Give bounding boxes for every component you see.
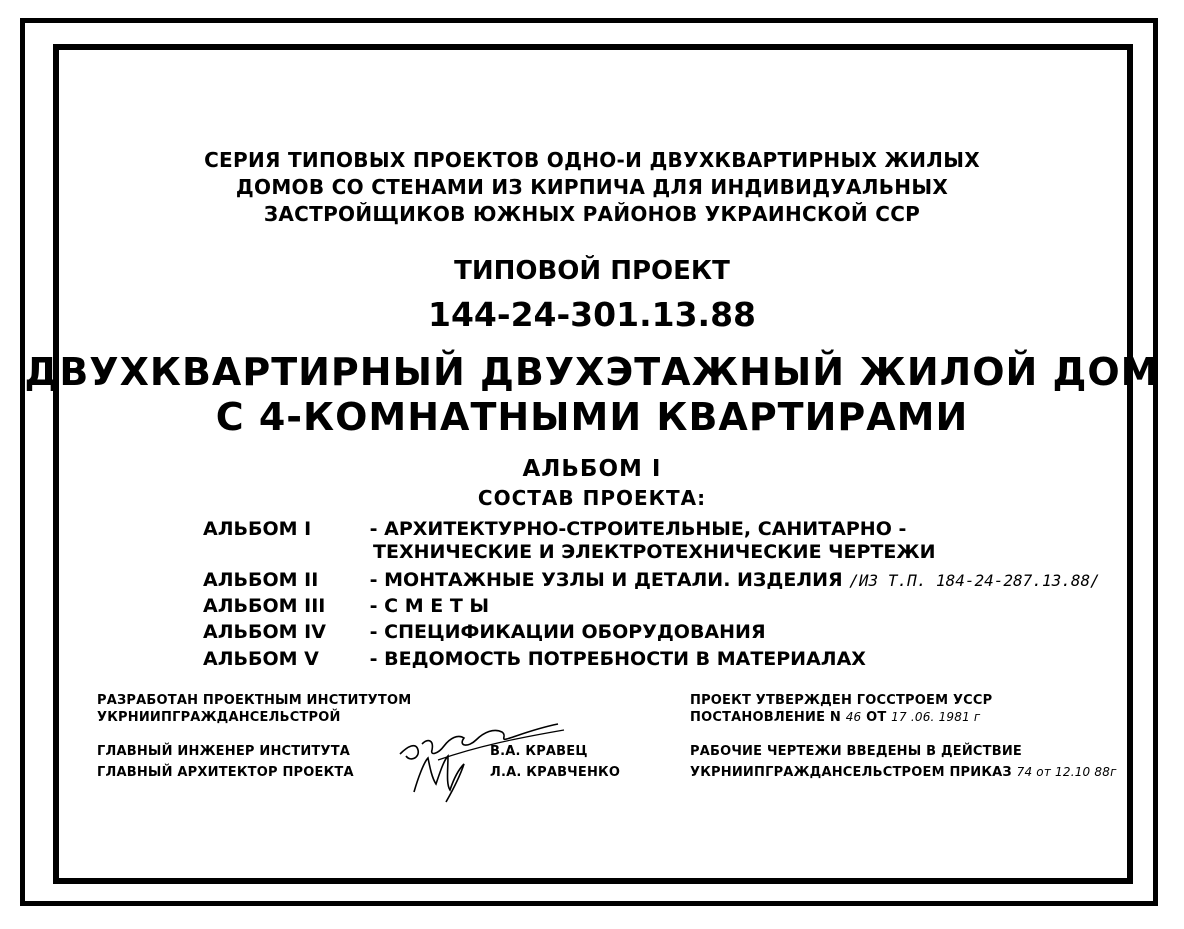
album-row-4: [203, 623, 766, 642]
album-dash: -: [369, 648, 378, 670]
album-desc: СПЕЦИФИКАЦИИ ОБОРУДОВАНИЯ: [384, 621, 766, 643]
developed-by-line-2: УКРНИИПГРАЖДАНСЕЛЬСТРОЙ: [97, 710, 341, 725]
album-row-1: [203, 520, 906, 539]
drawings-line-1: РАБОЧИЕ ЧЕРТЕЖИ ВВЕДЕНЫ В ДЕЙСТВИЕ: [690, 744, 1023, 759]
chief-engineer-name: В.А. КРАВЕЦ: [490, 744, 588, 759]
album-desc: ВЕДОМОСТЬ ПОТРЕБНОСТИ В МАТЕРИАЛАХ: [384, 648, 866, 670]
album-name: АЛЬБОМ II: [203, 569, 319, 591]
album-name: АЛЬБОМ I: [203, 518, 312, 540]
project-number: 144-24-301.13.88: [427, 295, 756, 334]
album-dash: -: [369, 518, 378, 540]
approved-decree-from: ОТ: [866, 710, 887, 725]
album-desc: АРХИТЕКТУРНО-СТРОИТЕЛЬНЫЕ, САНИТАРНО -: [384, 518, 907, 540]
drawings-order-text: УКРНИИПГРАЖДАНСЕЛЬСТРОЕМ ПРИКАЗ: [690, 765, 1012, 780]
album-heading: АЛЬБОМ I: [522, 456, 662, 482]
project-label: ТИПОВОЙ ПРОЕКТ: [454, 256, 730, 286]
album-name: АЛЬБОМ III: [203, 595, 326, 617]
developed-by-line-1: РАЗРАБОТАН ПРОЕКТНЫМ ИНСТИТУТОМ: [97, 693, 412, 708]
chief-architect-name: Л.А. КРАВЧЕНКО: [490, 765, 621, 780]
signature-architect-icon: [410, 748, 470, 804]
album-dash: -: [369, 621, 378, 643]
album-desc: С М Е Т Ы: [384, 595, 490, 617]
series-line-2: ДОМОВ СО СТЕНАМИ ИЗ КИРПИЧА ДЛЯ ИНДИВИДУАЛЬНЫХ: [235, 175, 949, 199]
approved-decree-date: 17 .06. 1981 г: [891, 710, 981, 724]
album-desc: МОНТАЖНЫЕ УЗЛЫ И ДЕТАЛИ. ИЗДЕЛИЯ: [384, 569, 843, 591]
approved-line-1: ПРОЕКТ УТВЕРЖДЕН ГОССТРОЕМ УССР: [690, 693, 993, 708]
album-note-handwritten: /ИЗ Т.П. 184-24-287.13.88/: [849, 571, 1100, 590]
series-line-3: ЗАСТРОЙЩИКОВ ЮЖНЫХ РАЙОНОВ УКРАИНСКОЙ ССР: [263, 202, 921, 226]
drawings-line-2: [690, 766, 1117, 779]
approved-line-2: [690, 711, 980, 724]
chief-engineer-role: ГЛАВНЫЙ ИНЖЕНЕР ИНСТИТУТА: [97, 744, 351, 759]
album-row-3: [203, 597, 489, 616]
composition-heading: СОСТАВ ПРОЕКТА:: [477, 486, 707, 510]
album-name: АЛЬБОМ V: [203, 648, 319, 670]
album-name: АЛЬБОМ IV: [203, 621, 326, 643]
album-dash: -: [369, 595, 378, 617]
album-row-5: [203, 650, 866, 669]
approved-decree-number: 46: [845, 710, 862, 724]
album-dash: -: [369, 569, 378, 591]
approved-decree-prefix: ПОСТАНОВЛЕНИЕ N: [690, 710, 841, 725]
title-line-1: ДВУХКВАРТИРНЫЙ ДВУХЭТАЖНЫЙ ЖИЛОЙ ДОМ: [24, 350, 1160, 394]
album-row-2: [203, 571, 1100, 590]
series-line-1: СЕРИЯ ТИПОВЫХ ПРОЕКТОВ ОДНО-И ДВУХКВАРТИРНЫХ ЖИЛЫХ: [204, 148, 980, 172]
title-line-2: С 4-КОМНАТНЫМИ КВАРТИРАМИ: [215, 395, 969, 439]
chief-architect-role: ГЛАВНЫЙ АРХИТЕКТОР ПРОЕКТА: [97, 765, 354, 780]
drawings-order-number: 74 от 12.10 88г: [1016, 765, 1117, 779]
album-row-1-continued: ТЕХНИЧЕСКИЕ И ЭЛЕКТРОТЕХНИЧЕСКИЕ ЧЕРТЕЖИ: [373, 541, 936, 563]
